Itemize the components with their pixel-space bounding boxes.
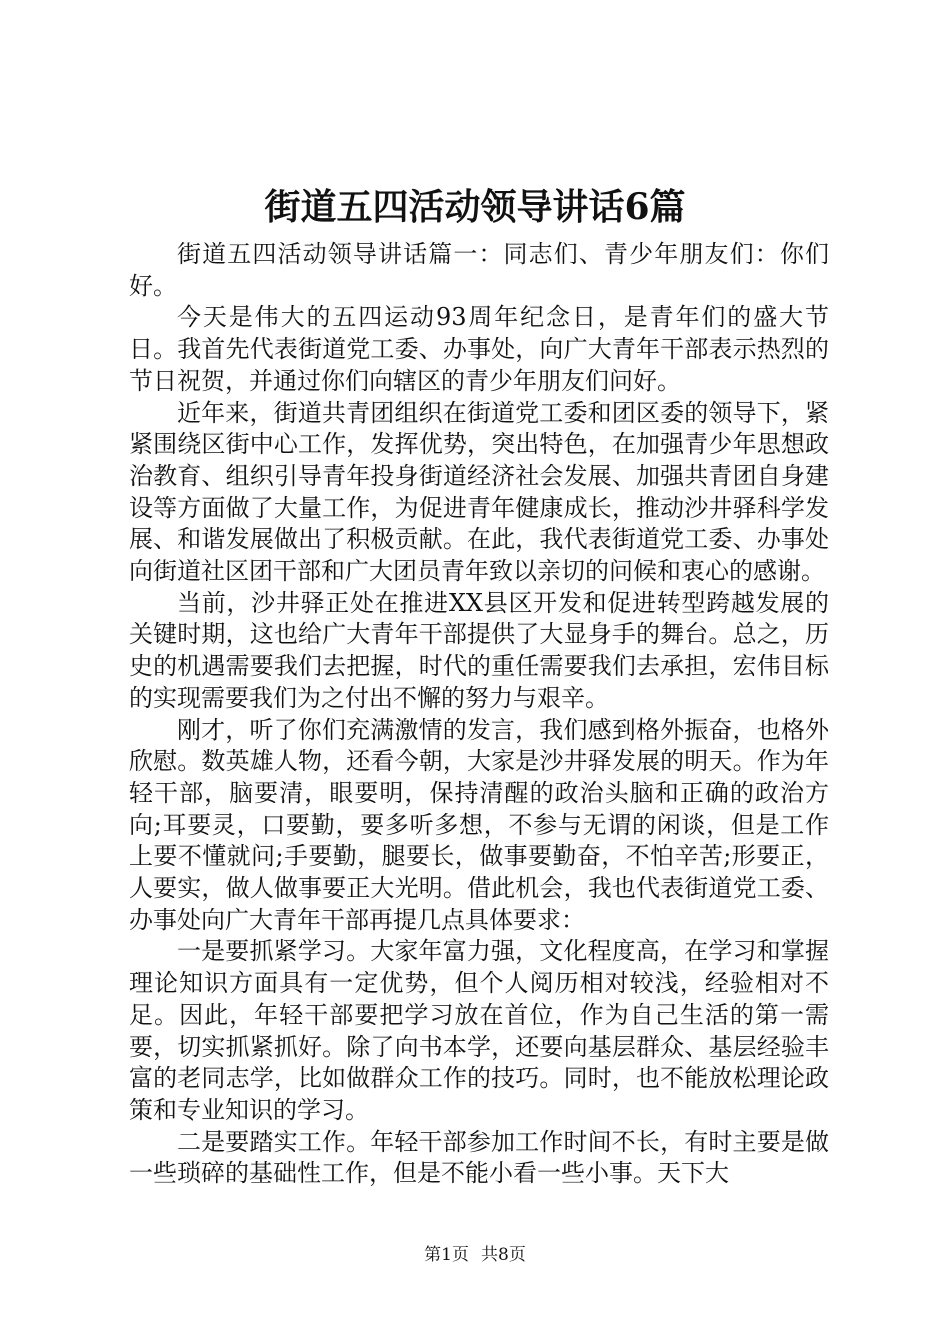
paragraph: 二是要踏实工作。年轻干部参加工作时间不长，有时主要是做一些琐碎的基础性工作，但是不能小看一些小事。天下大 xyxy=(129,1127,829,1188)
page-number: 第1页 xyxy=(424,1245,469,1265)
document-body xyxy=(129,239,829,1190)
page-total: 共8页 xyxy=(481,1245,526,1265)
paragraph: 当前，沙井驿正处在推进XX县区开发和促进转型跨越发展的关键时期，这也给广大青年干部提供了大显身手的舞台。总之，历史的机遇需要我们去把握，时代的重任需要我们去承担，宏伟目标的实现需要我们为之付出不懈的努力与艰辛。 xyxy=(129,588,829,712)
paragraph: 近年来，街道共青团组织在街道党工委和团区委的领导下，紧紧围绕区街中心工作，发挥优势，突出特色，在加强青少年思想政治教育、组织引导青年投身街道经济社会发展、加强共青团自身建设等方面做了大量工作，为促进青年健康成长，推动沙井驿科学发展、和谐发展做出了积极贡献。在此，我代表街道党工委、办事处向街道社区团干部和广大团员青年致以亲切的问候和衷心的感谢。 xyxy=(129,398,829,586)
document-title: 街道五四活动领导讲话6篇 xyxy=(264,186,686,228)
paragraph: 一是要抓紧学习。大家年富力强，文化程度高，在学习和掌握理论知识方面具有一定优势，但个人阅历相对较浅，经验相对不足。因此，年轻干部要把学习放在首位，作为自己生活的第一需要，切实抓紧抓好。除了向书本学，还要向基层群众、基层经验丰富的老同志学，比如做群众工作的技巧。同时，也不能放松理论政策和专业知识的学习。 xyxy=(129,937,829,1124)
paragraph: 今天是伟大的五四运动93周年纪念日，是青年们的盛大节日。我首先代表街道党工委、办事处，向广大青年干部表示热烈的节日祝贺，并通过你们向辖区的青少年朋友们问好。 xyxy=(129,303,829,395)
paragraph: 刚才，听了你们充满激情的发言，我们感到格外振奋，也格外欣慰。数英雄人物，还看今朝，大家是沙井驿发展的明天。作为年轻干部，脑要清，眼要明，保持清醒的政治头脑和正确的政治方向;耳要灵，口要勤，要多听多想，不参与无谓的闲谈，但是工作上要不懂就问;手要勤，腿要长，做事要勤奋，不怕辛苦;形要正，人要实，做人做事要正大光明。借此机会，我也代表街道党工委、办事处向广大青年干部再提几点具体要求： xyxy=(129,715,829,934)
paragraph: 街道五四活动领导讲话篇一：同志们、青少年朋友们：你们好。 xyxy=(129,240,829,300)
page-footer xyxy=(0,1243,950,1267)
